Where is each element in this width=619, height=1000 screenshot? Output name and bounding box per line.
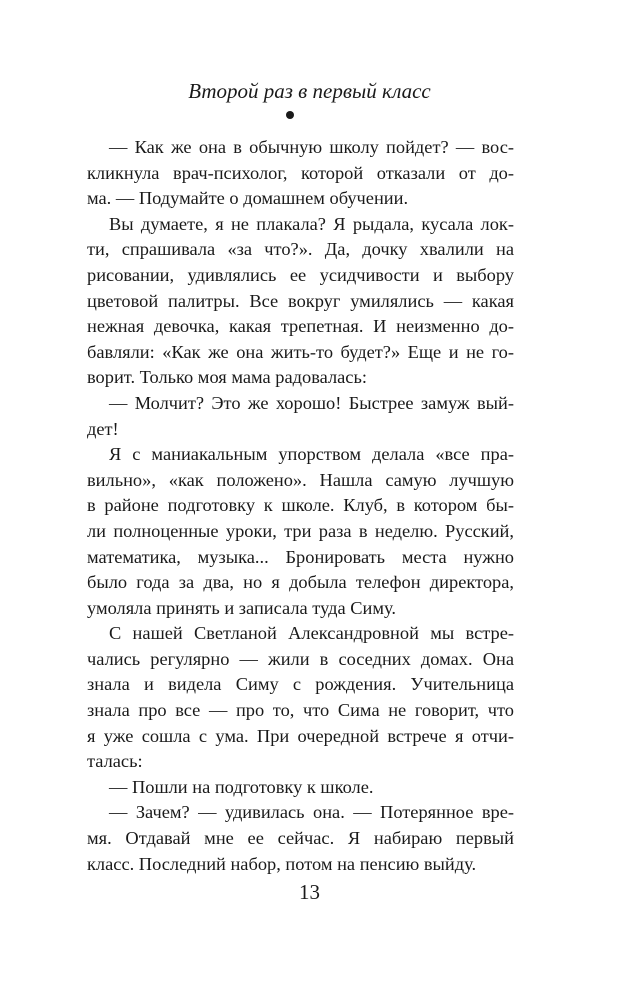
text-line: вильно», «как положено». Нашла самую лучшую	[87, 469, 514, 490]
text-line: было года за два, но я добыла телефон директора,	[87, 572, 514, 593]
text-line: математика, музыка... Бронировать места нужно	[87, 546, 514, 567]
text-line: ма. — Подумайте о домашнем обучении.	[87, 188, 409, 209]
text-line: кликнула врач-психолог, которой отказали от до-	[87, 162, 514, 183]
text-line: — Пошли на подготовку к школе.	[109, 776, 374, 797]
text-line: ворит. Только моя мама радовалась:	[87, 367, 367, 388]
text-line: ти, спрашивала «за что?». Да, дочку хвалили на	[87, 239, 514, 260]
text-line: умоляла принять и записала туда Симу.	[87, 597, 396, 618]
text-line: дет!	[87, 418, 119, 439]
text-line: талась:	[87, 751, 143, 772]
page-number: 13	[299, 880, 320, 904]
text-line: — Как же она в обычную школу пойдет? — вос-	[109, 137, 514, 157]
running-title: Второй раз в первый класс	[188, 79, 431, 103]
text-line: класс. Последний набор, потом на пенсию выйду.	[87, 853, 477, 874]
text-line: я уже сошла с ума. При очередной встрече я отчи-	[87, 725, 514, 746]
ornament-dot	[286, 111, 294, 119]
text-line: Вы думаете, я не плакала? Я рыдала, кусала лок-	[109, 213, 514, 234]
text-line: С нашей Светланой Александровной мы встре-	[109, 623, 514, 644]
text-line: чались регулярно — жили в соседних домах. Она	[87, 648, 514, 669]
text-line: Я с маниакальным упорством делала «все пра-	[109, 444, 514, 465]
text-line: — Молчит? Это же хорошо! Быстрее замуж вый-	[109, 392, 514, 413]
text-line: знала про все — про то, что Сима не говорит, что	[87, 700, 514, 721]
text-line: мя. Отдавай мне ее сейчас. Я набираю первый	[87, 828, 514, 849]
text-line: бавляли: «Как же она жить-то будет?» Еще и не го-	[87, 341, 514, 362]
text-line: цветовой палитры. Все вокруг умилялись — какая	[87, 290, 514, 311]
text-line: ли полноценные уроки, три раза в неделю. Русский,	[87, 520, 514, 541]
text-line: в районе подготовку к школе. Клуб, в котором бы-	[87, 495, 514, 516]
text-line: знала и видела Симу с рождения. Учительница	[87, 674, 514, 695]
text-line: — Зачем? — удивилась она. — Потерянное вре-	[109, 802, 514, 823]
body-text	[87, 135, 514, 877]
text-line: рисовании, удивлялись ее усидчивости и выбору	[87, 264, 514, 285]
text-line: нежная девочка, какая трепетная. И неизменно до-	[87, 316, 514, 337]
